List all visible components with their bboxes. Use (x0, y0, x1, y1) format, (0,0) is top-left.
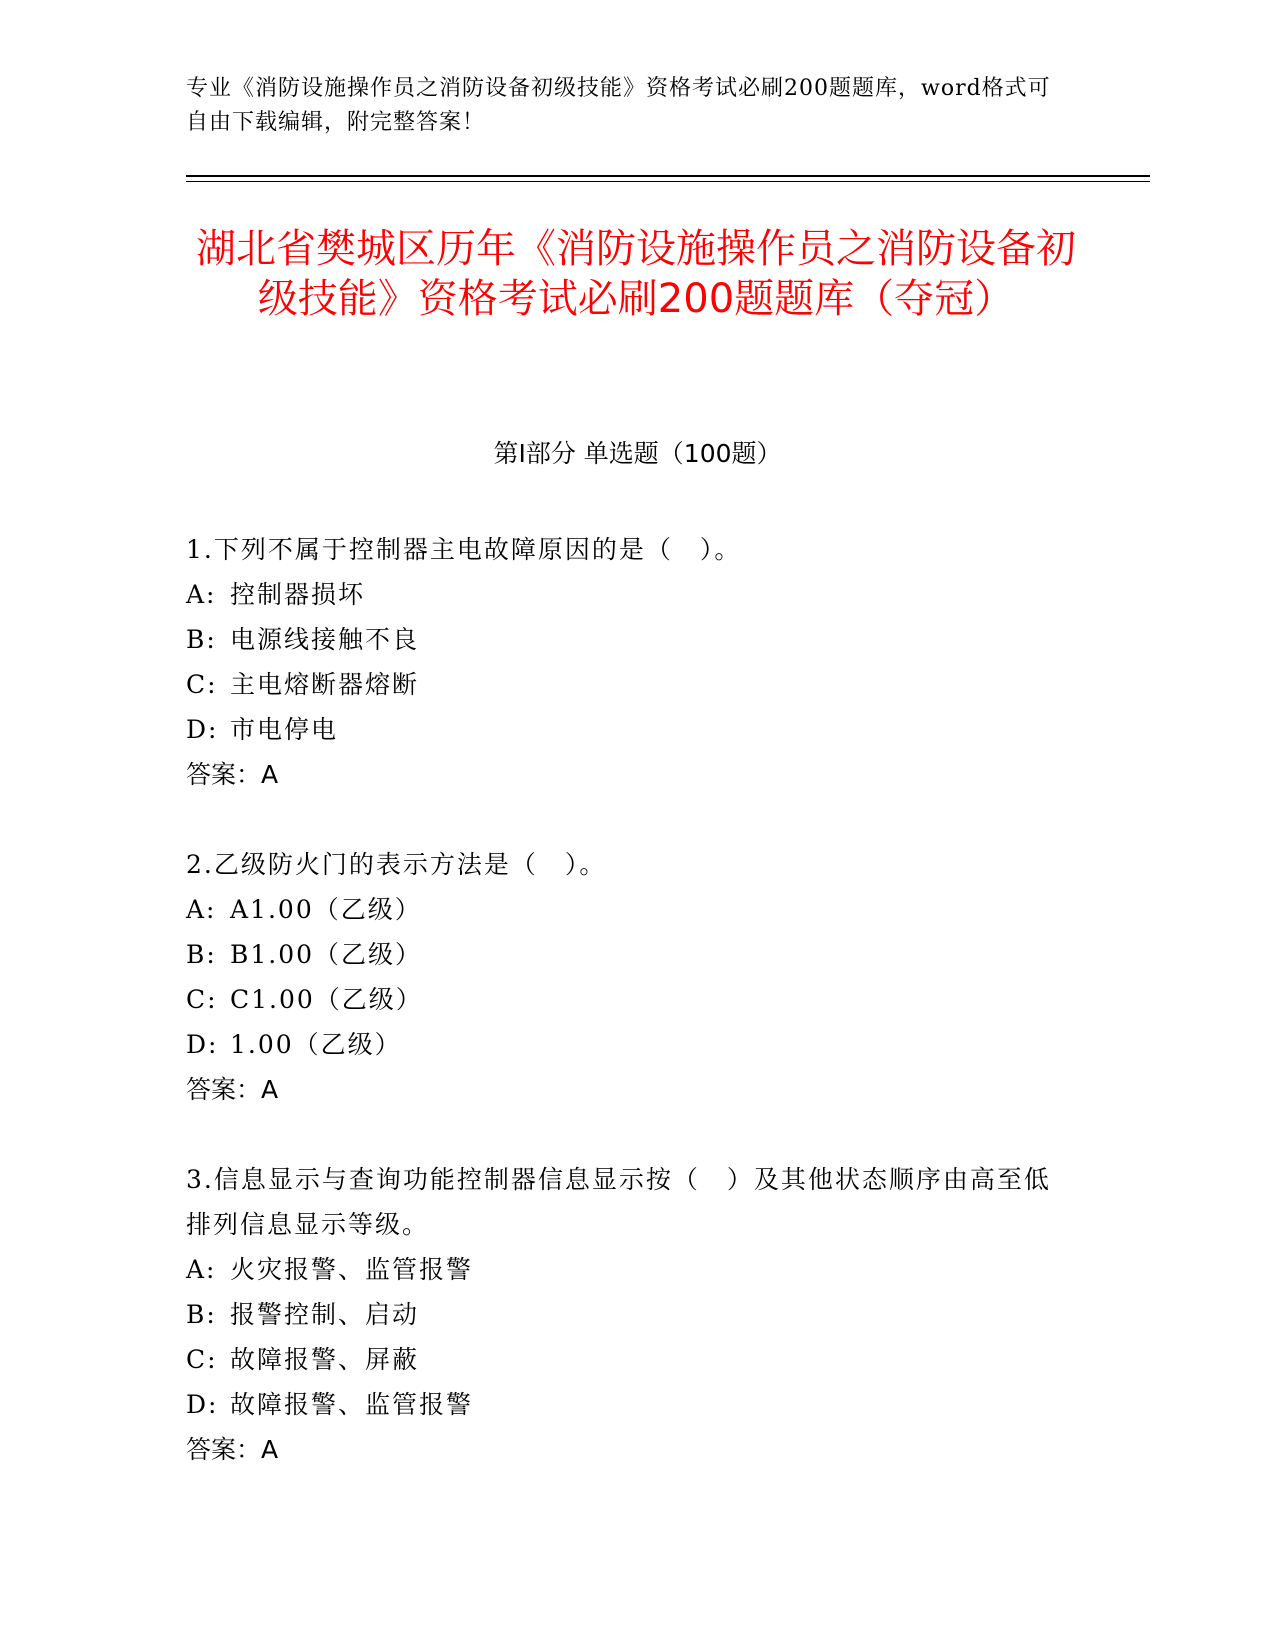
option-letter: B: (186, 940, 217, 969)
option-d (186, 707, 1066, 752)
option-letter: C: (186, 670, 218, 699)
document-title: 湖北省樊城区历年《消防设施操作员之消防设备初级技能》资格考试必刷200题题库（夺冠） (196, 226, 1076, 322)
option-letter: A: (186, 580, 217, 609)
option-text: 电源线接触不良 (230, 625, 420, 654)
option-b (186, 1292, 1066, 1337)
question-stem: 3.信息显示与查询功能控制器信息显示按（ ）及其他状态顺序由高至低排列信息显示等级。 (186, 1165, 1051, 1239)
option-b (186, 617, 1066, 662)
option-letter: B: (186, 625, 217, 654)
option-text: 主电熔断器熔断 (230, 670, 420, 699)
option-text: C1.00（乙级） (230, 985, 423, 1014)
option-text: 1.00（乙级） (230, 1030, 402, 1059)
option-letter: A: (186, 895, 217, 924)
header-rule-thin (186, 181, 1150, 182)
option-d (186, 1022, 1066, 1067)
option-text: A1.00（乙级） (230, 895, 422, 924)
option-text: 故障报警、监管报警 (230, 1390, 474, 1419)
header-note: 专业《消防设施操作员之消防设备初级技能》资格考试必刷200题题库，word格式可自由下载编辑，附完整答案！ (186, 76, 1051, 135)
option-text: 市电停电 (230, 715, 339, 744)
option-text: 控制器损坏 (230, 580, 366, 609)
answer-line: 答案：A (186, 760, 279, 789)
option-letter: C: (186, 1345, 218, 1374)
question-1 (186, 527, 1066, 797)
option-text: 火灾报警、监管报警 (230, 1255, 474, 1284)
question-3 (186, 1157, 1066, 1472)
option-letter: C: (186, 985, 218, 1014)
header-rule-thick (186, 175, 1150, 177)
option-letter: D: (186, 715, 219, 744)
option-letter: D: (186, 1030, 219, 1059)
answer-line: 答案：A (186, 1075, 279, 1104)
option-a (186, 887, 1066, 932)
option-c (186, 977, 1066, 1022)
option-b (186, 932, 1066, 977)
option-letter: B: (186, 1300, 217, 1329)
question-stem: 2.乙级防火门的表示方法是（ ）。 (186, 850, 607, 879)
question-stem: 1.下列不属于控制器主电故障原因的是（ ）。 (186, 535, 742, 564)
option-text: B1.00（乙级） (230, 940, 423, 969)
option-d (186, 1382, 1066, 1427)
answer-line: 答案：A (186, 1435, 279, 1464)
option-text: 故障报警、屏蔽 (230, 1345, 420, 1374)
question-2 (186, 842, 1066, 1112)
option-letter: A: (186, 1255, 217, 1284)
section-heading: 第Ⅰ部分 单选题（100题） (493, 439, 782, 468)
option-a (186, 572, 1066, 617)
option-a (186, 1247, 1066, 1292)
option-letter: D: (186, 1390, 219, 1419)
option-c (186, 662, 1066, 707)
option-text: 报警控制、启动 (230, 1300, 420, 1329)
question-list (186, 527, 1066, 1517)
option-c (186, 1337, 1066, 1382)
